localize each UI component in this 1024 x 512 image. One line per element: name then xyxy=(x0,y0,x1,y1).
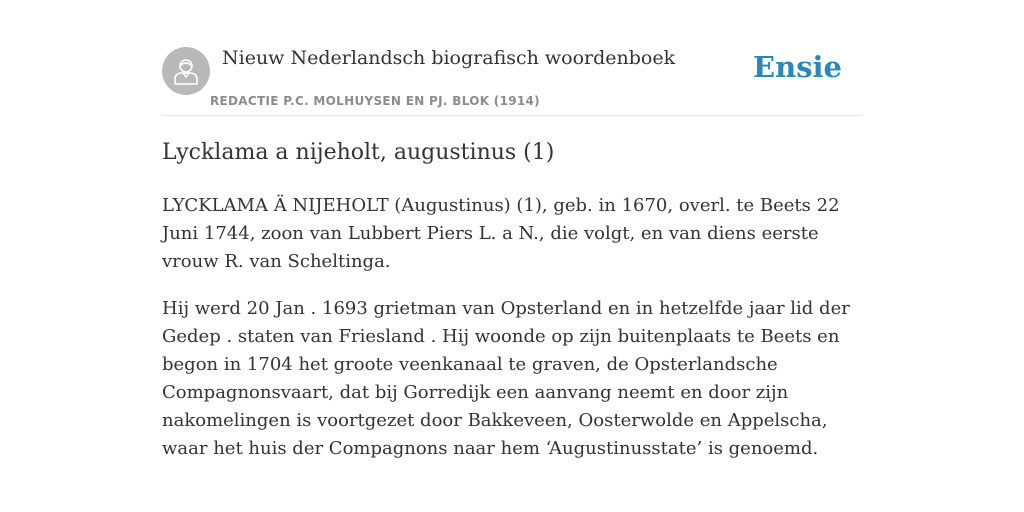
ensie-logo[interactable]: Ensie xyxy=(753,50,842,84)
book-editors: REDACTIE P.C. MOLHUYSEN EN PJ. BLOK (1914) xyxy=(210,94,540,108)
avatar xyxy=(162,47,210,95)
entry-title: Lycklama a nijeholt, augustinus (1) xyxy=(162,140,555,165)
book-title: Nieuw Nederlandsch biografisch woordenboek xyxy=(222,47,676,69)
book-header xyxy=(162,44,862,116)
user-icon xyxy=(173,57,199,85)
entry-paragraph-2: Hij werd 20 Jan . 1693 grietman van Opsterland en in hetzelfde jaar lid der Gedep . staten van Friesland . Hij woonde op zijn buitenplaats te Beets en begon in 1704 het groote veenkanaal te graven, de Opsterlandsche Compagnonsvaart, dat bij Gorredijk een aanvang neemt en door zijn nakomelingen is voortgezet door Bakkeveen, Oosterwolde en Appelscha, waar het huis der Compagnons naar hem ‘Augustinusstate’ is genoemd. xyxy=(162,298,850,459)
entry-paragraph-1: LYCKLAMA Ä NIJEHOLT (Augustinus) (1), geb. in 1670, overl. te Beets 22 Juni 1744, zoon van Lubbert Piers L. a N., die volgt, en van diens eerste vrouw R. van Scheltinga. xyxy=(162,195,840,272)
article-card xyxy=(162,44,862,459)
